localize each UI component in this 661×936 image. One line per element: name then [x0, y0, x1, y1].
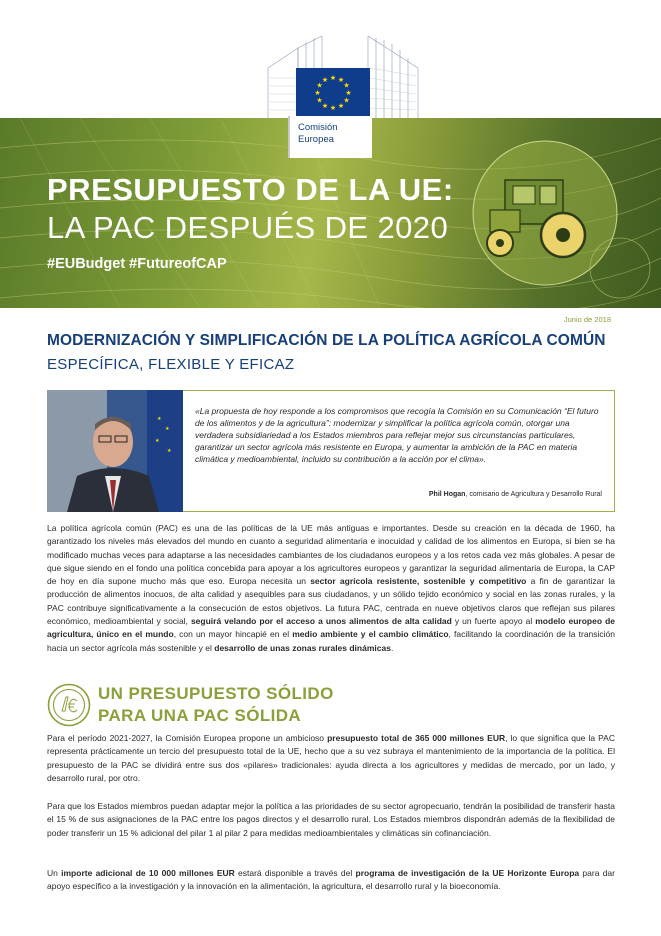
intro-text-4: , con un mayor hincapié en el — [173, 629, 293, 640]
quote-author — [429, 491, 602, 498]
page-title-line-2: LA PAC DESPUÉS DE 2020 — [47, 210, 449, 245]
quote-text: «La propuesta de hoy responde a los compromisos que recogía la Comisión en su Comunicación “El futuro de los alimentos y de la agricultura”: modernizar y simplificar la política agrícola común, otorgar una verdadera subsidiariedad a los Estados miembros para reflejar mejor sus circunstancias particulares, garantizar un sector agrícola más resistente en Europa, y aumentar la ambición de la PAC en materia climática y medioambiental, incluido su contribución a la acción por el clima». — [195, 406, 599, 464]
publication-date: Junio de 2018 — [563, 315, 611, 324]
svg-text:★: ★ — [337, 102, 345, 110]
svg-text:★: ★ — [316, 96, 323, 105]
svg-text:★: ★ — [314, 89, 321, 97]
budget-p1-text-2: , lo que significa que la PAC representa prácticamente un tercio del presupuesto total de la UE, hecho que a su vez subraya el mantenimiento de la importancia de la política. El presupuesto de la PAC se dividirá entre sus dos «pilares» tradicionales: ayuda directa a los agricultores y medidas de mercado, por un lado, y desarrollo rural, por otro. — [47, 733, 615, 783]
hashtags: #EUBudget #FutureofCAP — [47, 256, 227, 272]
intro-bold-4: medio ambiente y el cambio climático — [292, 629, 449, 640]
intro-text-5: , facilitando la coordinación de la transición hacia un sector agrícola más sostenible y el — [47, 629, 615, 653]
intro-bold-3: modelo europeo de agricultura, único en el mundo — [47, 616, 615, 640]
intro-bold-2: seguirá velando por el acceso a unos alimentos de alta calidad — [190, 616, 452, 627]
eu-flag-logo — [296, 68, 370, 118]
svg-text:★: ★ — [345, 89, 352, 97]
intro-text-1: La política agrícola común (PAC) es una de las políticas de la UE más antiguas e importantes. Desde su creación en la década de 1960, ha garantizado los niveles más elevados del mundo en cuanto a seguridad alimentaria e inocuidad y calidad de los alimentos en Europa, si bien se ha modificado muchas veces para adaptarse a las necesidades cambiantes de los ciudadanos europeos y a los retos cada vez más globales. A pesar de que sigue siendo en el fondo una política concebida para apoyar a los agricultores europeos y garantizar la seguridad alimentaria de Europa, la CAP de hoy en día supone mucho más que eso. Europa necesita un — [47, 523, 615, 587]
intro-text-3: y un fuerte apoyo al — [451, 616, 536, 627]
svg-text:★: ★ — [165, 426, 170, 432]
intro-text-6: . — [390, 642, 394, 653]
section2-title-line-1: UN PRESUPUESTO SÓLIDO — [98, 684, 334, 703]
section-subtitle: ESPECÍFICA, FLEXIBLE Y EFICAZ — [47, 356, 295, 373]
intro-bold-1: sector agrícola resistente, sostenible y competitivo — [310, 576, 527, 587]
svg-text:★: ★ — [329, 74, 337, 82]
eu-stars-icon — [296, 68, 370, 118]
svg-text:★: ★ — [343, 96, 350, 105]
commission-logo-label — [288, 116, 372, 158]
quote-box — [183, 390, 615, 512]
budget-p3-bold-1: importe adicional de 10 000 millones EUR — [61, 868, 235, 878]
svg-text:★: ★ — [316, 81, 323, 90]
quote-author-role: , comisario de Agricultura y Desarrollo Rural — [465, 491, 602, 498]
svg-text:★: ★ — [155, 438, 160, 444]
svg-text:★: ★ — [329, 104, 337, 112]
budget-p3-text-1: Un — [47, 868, 62, 878]
intro-text-2: a fin de garantizar la producción de alimentos inocuos, de alta calidad y asequibles para sus ciudadanos, y un sólido tejido económico y social en las zonas rurales, y la PAC contribuye significativamente a la consecución de estos objetivos. La futura PAC, centrada en nueve objetivos claros que reflejan sus pilares económico, medioambiental y social, — [47, 576, 615, 627]
section2-title-line-2: PARA UNA PAC SÓLIDA — [98, 706, 302, 725]
budget-p3-text-2: estará disponible a través del — [234, 868, 356, 878]
portrait-image — [47, 390, 183, 512]
budget-p3-text-3: para dar apoyo específico a la investigación y la innovación en la alimentación, la agricultura, el desarrollo rural y la bioeconomía. — [47, 868, 615, 892]
commissioner-photo — [47, 390, 183, 512]
budget-paragraph-3 — [47, 867, 615, 894]
intro-paragraph — [47, 522, 615, 655]
svg-text:★: ★ — [321, 76, 329, 84]
logo-line-1: Comisión — [298, 122, 338, 133]
intro-bold-5: desarrollo de unas zonas rurales dinámicas — [214, 642, 391, 653]
svg-text:★: ★ — [337, 76, 345, 84]
section-title: MODERNIZACIÓN Y SIMPLIFICACIÓN DE LA POLÍTICA AGRÍCOLA COMÚN — [47, 332, 606, 349]
svg-text:★: ★ — [321, 102, 329, 110]
quote-author-name: Phil Hogan — [428, 491, 466, 498]
svg-text:★: ★ — [343, 81, 350, 90]
budget-paragraph-1 — [47, 732, 615, 785]
budget-p1-text-1: Para el período 2021-2027, la Comisión Europea propone un ambicioso — [47, 733, 328, 743]
svg-text:★: ★ — [157, 416, 162, 422]
logo-line-2: Europea — [298, 134, 334, 145]
euro-coin-icon — [47, 683, 91, 727]
budget-p1-bold-1: presupuesto total de 365 000 millones EUR — [327, 733, 506, 743]
budget-p3-bold-2: programa de investigación de la UE Horizonte Europa — [355, 868, 580, 878]
budget-paragraph-2: Para que los Estados miembros puedan adaptar mejor la política a las prioridades de su sector agropecuario, tendrán la posibilidad de transferir hasta el 15 % de sus asignaciones de la PAC entre los pagos directos y el desarrollo rural. Los Estados miembros dispondrán además de la flexibilidad de poder transferir un 15 % adicional del pilar 1 al pilar 2 para medidas medioambientales y climáticas sin cofinanciación. — [47, 801, 615, 838]
page-title-line-1: PRESUPUESTO DE LA UE: — [47, 172, 454, 207]
svg-text:★: ★ — [167, 448, 172, 454]
